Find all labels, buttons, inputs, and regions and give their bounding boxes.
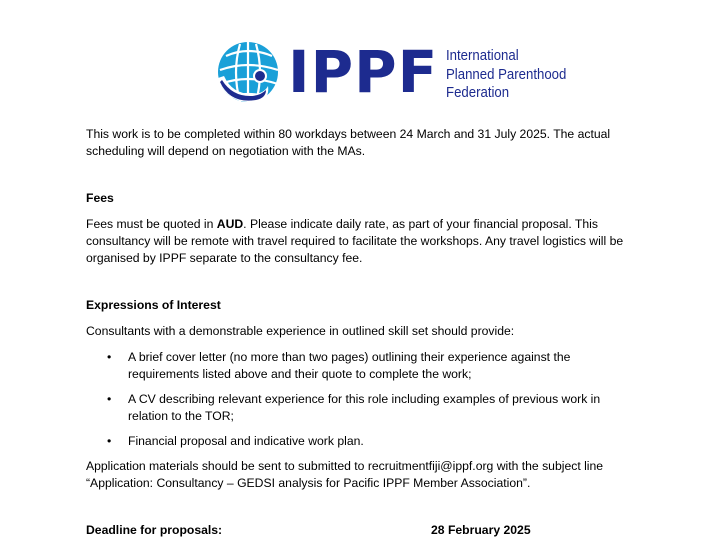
- list-item-text: A CV describing relevant experience for this role including examples of previous work in relation to the TOR;: [128, 392, 601, 423]
- deadline-label: Deadline for proposals:: [86, 523, 223, 537]
- eoi-heading: Expressions of Interest: [86, 298, 221, 312]
- application-paragraph: Application materials should be sent to submitted to recruitmentfiji@ippf.org with the subject line “Application: Consultancy – GEDSI analysis for Pacific IPPF Member Association”.: [86, 459, 604, 490]
- document-body: [86, 126, 631, 539]
- intro-paragraph: This work is to be completed within 80 workdays between 24 March and 31 July 2025. The actual scheduling will depend on negotiation with the MAs.: [86, 127, 611, 158]
- deadline-date: 28 February 2025: [431, 523, 531, 537]
- bullet: •: [107, 434, 112, 448]
- ippf-logo: [212, 38, 583, 110]
- logo-name-line: Federation: [446, 84, 510, 101]
- logo-name-line: Planned Parenthood: [446, 65, 567, 83]
- eoi-intro: Consultants with a demonstrable experience in outlined skill set should provide:: [86, 324, 515, 338]
- requirements-list: [86, 349, 631, 450]
- fees-text-start: Fees must be quoted in: [86, 217, 217, 231]
- deadline-row: [86, 522, 631, 539]
- list-item-text: A brief cover letter (no more than two pages) outlining their experience against the requirements listed above and their quote to complete the work;: [128, 350, 571, 381]
- fees-text-end: . Please indicate daily rate, as part of your financial proposal. This consultancy will be remote with travel required to facilitate the workshops. Any travel logistics will be organised by IPPF separate to the consultancy fee.: [86, 217, 624, 265]
- bullet: •: [107, 392, 112, 406]
- logo-acronym: IPPF: [288, 38, 439, 106]
- bullet: •: [107, 350, 112, 364]
- fees-currency: AUD: [216, 217, 244, 231]
- fees-paragraph: [86, 216, 631, 267]
- list-item: [86, 433, 631, 450]
- list-item-text: Financial proposal and indicative work plan.: [128, 434, 364, 448]
- fees-heading: Fees: [86, 191, 114, 205]
- globe-figure-icon: [212, 38, 282, 108]
- logo-org-name: [446, 47, 566, 103]
- logo-name-line: International: [446, 47, 519, 64]
- list-item: [86, 349, 631, 383]
- list-item: [86, 391, 631, 425]
